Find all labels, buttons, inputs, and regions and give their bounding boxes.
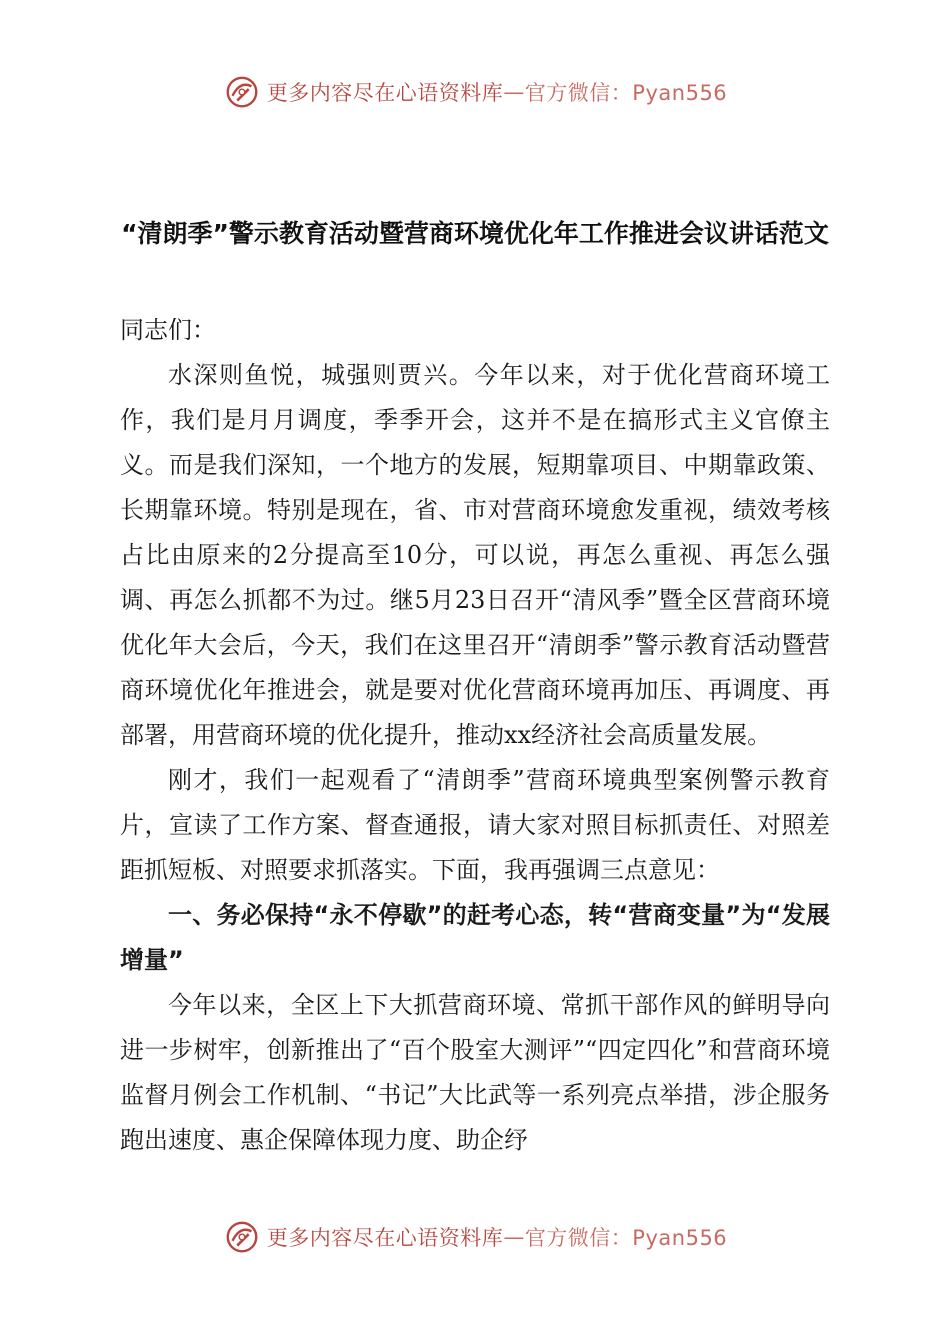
watermark-brand-text: 更多内容尽在心语资料库	[266, 81, 504, 105]
footer-watermark	[0, 1217, 950, 1257]
document-body	[120, 308, 830, 1163]
watermark-brand-text: 更多内容尽在心语资料库	[266, 1226, 504, 1250]
brand-logo-icon	[223, 73, 261, 111]
brand-logo-icon	[223, 1218, 261, 1256]
paragraph-2: 刚才，我们一起观看了“清朗季”营商环境典型案例警示教育片，宣读了工作方案、督查通报，请大家对照目标抓责任、对照差距抓短板、对照要求抓落实。下面，我再强调三点意见：	[120, 766, 830, 884]
section-heading-1: 一、务必保持“永不停歇”的赶考心态，转“营商变量”为“发展增量”	[120, 901, 830, 974]
watermark-wechat-text: 官方微信：Pyan556	[524, 81, 728, 105]
paragraph-3: 今年以来，全区上下大抓营商环境、常抓干部作风的鲜明导向进一步树牢，创新推出了“百个股室大测评”“四定四化”和营商环境监督月例会工作机制、“书记”大比武等一系列亮点举措，涉企服务跑出速度、惠企保障体现力度、助企纾	[120, 991, 830, 1154]
paragraph-1: 水深则鱼悦，城强则贾兴。今年以来，对于优化营商环境工作，我们是月月调度，季季开会，这并不是在搞形式主义官僚主义。而是我们深知，一个地方的发展，短期靠项目、中期靠政策、长期靠环境。特别是现在，省、市对营商环境愈发重视，绩效考核占比由原来的2分提高至10分，可以说，再怎么重视、再怎么强调、再怎么抓都不为过。继5月23日召开“清风季”暨全区营商环境优化年大会后，今天，我们在这里召开“清朗季”警示教育活动暨营商环境优化年推进会，就是要对优化营商环境再加压、再调度、再部署，用营商环境的优化提升，推动xx经济社会高质量发展。	[120, 361, 830, 749]
watermark-separator: —	[503, 80, 525, 104]
watermark-separator: —	[503, 1225, 525, 1249]
salutation: 同志们：	[120, 316, 216, 344]
document-title: “清朗季”警示教育活动暨营商环境优化年工作推进会议讲话范文	[121, 219, 829, 248]
watermark-wechat-text: 官方微信：Pyan556	[524, 1226, 728, 1250]
header-watermark	[0, 72, 950, 112]
